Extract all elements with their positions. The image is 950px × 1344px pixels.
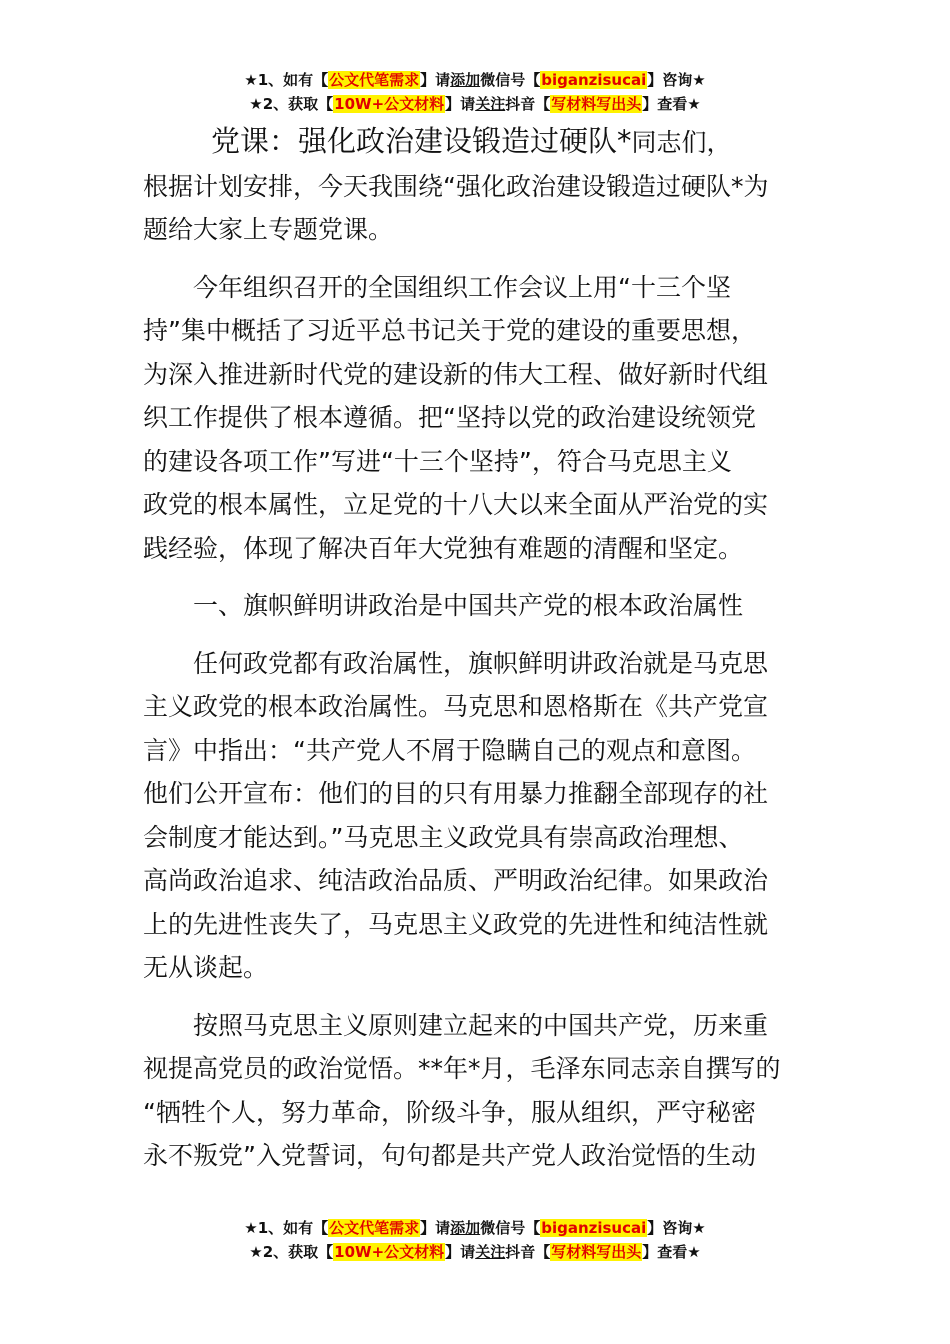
promo-wechat-id: biganzisucai xyxy=(541,71,647,89)
text-line: 织工作提供了根本遵循。把“坚持以党的政治建设统领党 xyxy=(143,403,756,432)
promo-text: 】查看 xyxy=(642,1243,688,1261)
star-icon: ★ xyxy=(687,95,701,113)
paragraph-1 xyxy=(143,266,807,571)
text-line: 主义政党的根本政治属性。马克思和恩格斯在《共产党宣 xyxy=(143,692,769,721)
promo-highlight: 10W+公文材料 xyxy=(334,1243,445,1261)
promo-text: 抖音【 xyxy=(505,1243,551,1261)
promo-wechat-id: biganzisucai xyxy=(541,1219,647,1237)
promo-text: 抖音【 xyxy=(505,95,551,113)
promo-text: 1、如有【 xyxy=(257,71,329,89)
promo-text: 】请 xyxy=(420,1219,451,1237)
promo-line-2 xyxy=(0,1240,950,1264)
promo-line-1 xyxy=(0,1216,950,1240)
section-heading-1 xyxy=(143,584,807,628)
promo-douyin-id: 写材料写出头 xyxy=(551,1243,642,1261)
star-icon: ★ xyxy=(249,95,263,113)
promo-douyin-id: 写材料写出头 xyxy=(551,95,642,113)
text-line: 任何政党都有政治属性，旗帜鲜明讲政治就是马克思 xyxy=(193,648,769,678)
top-promo-banner xyxy=(0,68,950,116)
promo-text: 2、获取【 xyxy=(262,1243,334,1261)
text-line: 永不叛党”入党誓词，句句都是共产党人政治觉悟的生动 xyxy=(143,1141,756,1170)
promo-text: 微信号【 xyxy=(480,1219,541,1237)
text-line: 高尚政治追求、纯洁政治品质、严明政治纪律。如果政治 xyxy=(143,866,769,895)
paragraph-3 xyxy=(143,1004,807,1178)
promo-text: 】咨询 xyxy=(647,1219,693,1237)
promo-text: 】请 xyxy=(445,95,476,113)
text-line: 根据计划安排，今天我围绕“强化政治建设锻造过硬队*为 xyxy=(143,171,769,201)
text-line: 题给大家上专题党课。 xyxy=(143,215,394,244)
promo-highlight: 10W+公文材料 xyxy=(334,95,445,113)
promo-text: 微信号【 xyxy=(480,71,541,89)
promo-underline: 添加 xyxy=(450,1219,481,1237)
star-icon: ★ xyxy=(244,71,258,89)
document-body xyxy=(143,120,807,1178)
promo-line-1 xyxy=(0,68,950,92)
promo-text: 1、如有【 xyxy=(257,1219,329,1237)
promo-highlight: 公文代笔需求 xyxy=(329,71,420,89)
paragraph-intro xyxy=(143,165,807,252)
text-line: 他们公开宣布：他们的目的只有用暴力推翻全部现存的社 xyxy=(143,779,769,808)
star-icon: ★ xyxy=(687,1243,701,1261)
text-line: 会制度才能达到。”马克思主义政党具有崇高政治理想、 xyxy=(143,822,744,852)
promo-text: 】咨询 xyxy=(647,71,693,89)
star-icon: ★ xyxy=(249,1243,263,1261)
heading-text: 一、旗帜鲜明讲政治是中国共产党的根本政治属性 xyxy=(193,591,744,620)
promo-text: 】查看 xyxy=(642,95,688,113)
text-line: 的建设各项工作”写进“十三个坚持”，符合马克思主义 xyxy=(143,446,732,476)
star-icon: ★ xyxy=(244,1219,258,1237)
star-icon: ★ xyxy=(692,1219,706,1237)
promo-underline: 添加 xyxy=(450,71,481,89)
text-line: 持”集中概括了习近平总书记关于党的建设的重要思想， xyxy=(143,316,756,345)
promo-text: 】请 xyxy=(445,1243,476,1261)
text-line: 今年组织召开的全国组织工作会议上用“十三个坚 xyxy=(193,272,731,302)
promo-underline: 关注 xyxy=(475,95,506,113)
promo-underline: 关注 xyxy=(475,1243,506,1261)
text-line: 政党的根本属性，立足党的十八大以来全面从严治党的实 xyxy=(143,490,769,519)
text-line: 言》中指出：“共产党人不屑于隐瞒自己的观点和意图。 xyxy=(143,735,756,765)
bottom-promo-banner xyxy=(0,1216,950,1264)
promo-line-2 xyxy=(0,92,950,116)
star-icon: ★ xyxy=(692,71,706,89)
text-line: 践经验，体现了解决百年大党独有难题的清醒和坚定。 xyxy=(143,533,744,563)
promo-highlight: 公文代笔需求 xyxy=(329,1219,420,1237)
text-line: 视提高党员的政治觉悟。**年*月，毛泽东同志亲自撰写的 xyxy=(143,1054,781,1083)
page-title: 党课：强化政治建设锻造过硬队* xyxy=(211,124,632,158)
promo-text: 2、获取【 xyxy=(262,95,334,113)
text-line: 为深入推进新时代党的建设新的伟大工程、做好新时代组 xyxy=(143,359,769,389)
text-line: 上的先进性丧失了，马克思主义政党的先进性和纯洁性就 xyxy=(143,909,769,939)
text-line: “牺牲个人，努力革命，阶级斗争，服从组织，严守秘密 xyxy=(143,1097,756,1127)
promo-text: 】请 xyxy=(420,71,451,89)
paragraph-2 xyxy=(143,642,807,990)
text-line: 无从谈起。 xyxy=(143,953,269,982)
title-line xyxy=(143,120,807,165)
greeting: 同志们， xyxy=(631,128,732,157)
text-line: 按照马克思主义原则建立起来的中国共产党，历来重 xyxy=(193,1010,769,1040)
